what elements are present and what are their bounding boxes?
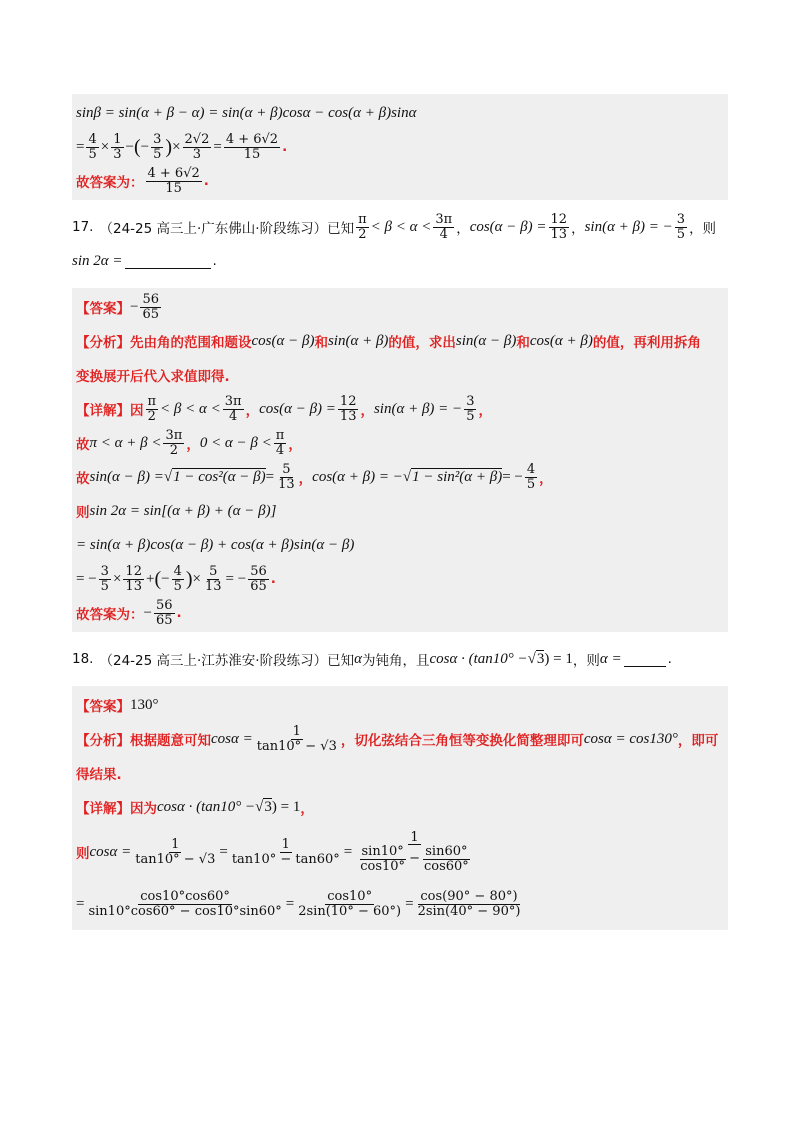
minus-sign: − — [130, 298, 139, 315]
analysis-math: cosα = cos130° — [583, 730, 678, 747]
period: . — [176, 605, 182, 621]
answer-label: 故答案为： — [76, 175, 144, 191]
comma: ， — [300, 801, 314, 817]
period: . — [270, 571, 276, 587]
detail-label: 【详解】 — [76, 801, 130, 817]
detail-18-line-2: 则 cosα = $\frac{1}{\tan 10^\circ - √3}$ = $\frac{1}{\tan 10^\circ - \tan 60^\circ}$ = 1 $\frac{\sin 10^\circ}{\cos 10^\circ}$ − $\frac{\sin 60^\circ}{\cos 60^\circ}$ — [76, 824, 724, 880]
analysis-18 — [76, 722, 724, 756]
comma: ， — [539, 471, 553, 487]
equation: sin(α − β) = — [89, 468, 164, 485]
minus-sign: − — [125, 138, 134, 155]
analysis-text: 的值，求出 — [388, 335, 456, 351]
final-17 — [76, 596, 724, 630]
fraction: $\frac{\pi}{2}$ — [147, 393, 157, 424]
because-text: 因为 — [130, 801, 157, 817]
sqrt-sign: √ — [402, 468, 412, 485]
fraction: $\frac{2√2}{3}$ — [184, 131, 210, 162]
paren-close: ) — [185, 568, 193, 590]
answer-label: 【答案】 — [76, 699, 130, 715]
analysis-text: 和 — [516, 335, 530, 351]
question-source: （24-25 高三上·广东佛山·阶段练习）已知 — [99, 221, 355, 237]
analysis-text: 和 — [314, 335, 328, 351]
condition-cos: cos(α − β) = — [469, 218, 547, 235]
fraction: $\frac{\pi}{2}$ — [358, 211, 367, 242]
fraction: $\frac{\cos(90^\circ - 80^\circ)}{2\sin(40^\circ - 90^\circ)}$ — [417, 888, 521, 919]
fraction: $\frac{56}{65}$ — [250, 563, 267, 594]
detail-17-line-3 — [76, 460, 724, 494]
analysis-text: ，即可 — [677, 733, 719, 749]
then-text: ，则 — [689, 221, 717, 237]
answer-label: 故答案为： — [76, 607, 144, 623]
fraction: $\frac{1}{\tan 10^\circ - \tan 60^\circ}$ — [231, 836, 340, 867]
fraction: $\frac{3}{5}$ — [153, 131, 162, 162]
paren-close: ) — [165, 136, 173, 158]
comma: ， — [186, 437, 200, 453]
question-number: 17. — [72, 219, 94, 235]
radicand: 3 — [264, 799, 272, 815]
ask-expression: sin 2α = — [72, 252, 123, 269]
equation: cosα = — [89, 843, 132, 860]
comma: ， — [360, 403, 374, 419]
question-17-ask — [72, 244, 728, 278]
comma: ， — [298, 471, 313, 487]
detail-18-line-1 — [76, 790, 724, 824]
answer-fraction: $\frac{56}{65}$ — [142, 291, 160, 322]
analysis-text: 得结果. — [76, 767, 122, 783]
analysis-math: cos(α − β) — [251, 332, 315, 349]
comma: ， — [288, 437, 302, 453]
sqrt-sign: √ — [163, 468, 173, 485]
analysis-17 — [76, 324, 724, 358]
minus-sign: − — [161, 570, 170, 587]
then-text: ，则 — [572, 653, 600, 669]
fraction: $\frac{3\pi}{4}$ — [224, 393, 242, 424]
sol16-line-1 — [76, 96, 724, 130]
answer-blank — [624, 652, 666, 667]
sol16-answer — [76, 164, 724, 198]
fraction: $\frac{4}{5}$ — [526, 461, 536, 492]
comma: ， — [478, 403, 492, 419]
detail-17-line-4 — [76, 494, 724, 528]
detail-17-line-1 — [76, 392, 724, 426]
analysis-math: sin(α − β) — [455, 332, 517, 349]
inequality: π < α + β < — [89, 434, 162, 451]
analysis-text: 根据题意可知 — [130, 733, 211, 749]
fraction: $\frac{12}{13}$ — [125, 563, 142, 594]
then-text: 则 — [76, 846, 90, 862]
analysis-text: 变换展开后代入求值即得. — [76, 369, 230, 385]
analysis-17-cont — [76, 358, 724, 392]
period: . — [203, 173, 209, 189]
answer-label: 【答案】 — [76, 301, 130, 317]
equation: cos(α + β) = − — [312, 468, 403, 485]
fraction: $\frac{3}{5}$ — [466, 393, 475, 424]
plus-sign: + — [145, 570, 155, 587]
analysis-math: cos(α + β) — [529, 332, 593, 349]
fraction: $\frac{12}{13}$ — [339, 393, 357, 424]
paren-open: ( — [154, 568, 162, 590]
detail-18-line-3: = $\frac{\cos 10^\circ\cos 60^\circ}{\sin 10^\circ\cos 60^\circ - \cos 10^\circ\sin 60^\circ}$ = $\frac{\cos 10^\circ}{2\sin(10^\circ - 60^\circ)}$ = $\frac{\cos(90^\circ - 80^\circ)}{2\sin(40^\circ - 90^\circ)}$ — [76, 888, 521, 919]
fraction: $\frac{12}{13}$ — [550, 211, 568, 242]
analysis-label: 【分析】 — [76, 733, 130, 749]
fraction: $\frac{4}{5}$ — [173, 563, 182, 594]
comma: ， — [571, 221, 585, 237]
analysis-18-cont — [76, 756, 724, 790]
fraction: $\frac{3}{5}$ — [100, 563, 109, 594]
times-sign: × — [112, 570, 122, 587]
analysis-math: sin(α + β) — [327, 332, 389, 349]
analysis-text: 的值，再利用拆角 — [592, 335, 701, 351]
fraction: $\frac{4 + 6√2}{15}$ — [225, 131, 279, 162]
analysis-math: cosα = — [211, 730, 253, 747]
fraction: $\frac{\sin 10^\circ}{\cos 10^\circ}$ — [360, 844, 406, 874]
alpha-symbol: α — [354, 650, 362, 667]
sqrt-sign: √ — [255, 798, 264, 815]
sqrt-sign: √ — [527, 650, 536, 667]
comma: ， — [456, 221, 470, 237]
question-18 — [72, 642, 728, 676]
eq-sign: = — [76, 138, 85, 155]
radicand: 1 − sin²(α + β) — [412, 469, 503, 485]
fraction: $\frac{3\pi}{2}$ — [165, 427, 183, 458]
condition: ) = 1 — [544, 650, 573, 667]
fraction: $\frac{\cos 10^\circ\cos 60^\circ}{\sin 10^\circ\cos 60^\circ - \cos 10^\circ\sin 60^\circ}$ — [88, 888, 282, 919]
condition-cos: cos(α − β) = — [259, 400, 336, 417]
condition-sin: sin(α + β) = − — [373, 400, 463, 417]
page — [72, 94, 728, 930]
minus-sign: − — [140, 138, 150, 155]
answer-value: 130° — [130, 696, 159, 713]
fraction: $\frac{5}{13}$ — [205, 563, 222, 594]
equation: = sin(α + β)cos(α − β) + cos(α + β)sin(α − β) — [76, 536, 355, 553]
analysis-text: 先由角的范围和题设 — [130, 335, 252, 351]
solution-16-block — [72, 94, 728, 200]
fraction: $\frac{1}{\tan 10^\circ - √3}$ — [256, 723, 337, 754]
answer-17 — [76, 290, 724, 324]
inequality: < β < α < — [370, 218, 432, 235]
fraction: $\frac{3}{5}$ — [676, 211, 686, 242]
inequality: < β < α < — [160, 400, 221, 417]
detail-17-line-5 — [76, 528, 724, 562]
question-17 — [72, 210, 728, 244]
compound-fraction: 1 $\frac{\sin 10^\circ}{\cos 10^\circ}$ − $\frac{\sin 60^\circ}{\cos 60^\circ}$ — [360, 829, 469, 874]
answer-fraction: $\frac{56}{65}$ — [155, 597, 173, 628]
fraction: $\frac{1}{3}$ — [113, 131, 122, 162]
radicand: 1 − cos²(α − β) — [173, 469, 266, 485]
condition: cosα · (tan10° − — [429, 650, 528, 667]
times-sign: × — [192, 570, 201, 587]
period: . — [212, 253, 217, 269]
fraction: $\frac{\cos 10^\circ}{2\sin(10^\circ - 60^\circ)}$ — [298, 888, 402, 919]
inequality: 0 < α − β < — [199, 434, 272, 451]
sol16-line-2 — [76, 130, 724, 164]
ask-expression: α = — [599, 650, 622, 667]
detail-17-line-2 — [76, 426, 724, 460]
paren-open: ( — [133, 136, 141, 158]
answer-blank — [125, 254, 211, 269]
condition-sin: sin(α + β) = − — [584, 218, 673, 235]
question-source: （24-25 高三上·江苏淮安·阶段练习）已知 — [99, 653, 355, 669]
period: . — [667, 651, 672, 667]
fraction: $\frac{\sin 60^\circ}{\cos 60^\circ}$ — [423, 844, 469, 874]
solution-18-block — [72, 686, 728, 930]
question-number: 18. — [72, 651, 94, 667]
eq-sign: = − — [76, 570, 97, 587]
so-text: 故 — [76, 471, 90, 487]
then-text: 则 — [76, 505, 90, 521]
sol16-formula: sinβ = sin(α + β − α) = sin(α + β)cosα − cos(α + β)sinα — [76, 104, 417, 121]
eq-sign: = — [265, 468, 275, 485]
analysis-label: 【分析】 — [76, 335, 130, 351]
eq-sign: = − — [225, 570, 247, 587]
fraction: $\frac{1}{\tan 10^\circ - √3}$ — [135, 836, 216, 867]
fraction: $\frac{\pi}{4}$ — [275, 427, 285, 458]
analysis-text: ，切化弦结合三角恒等变换化简整理即可 — [340, 733, 584, 749]
answer-fraction: $\frac{4 + 6√2}{15}$ — [147, 165, 200, 196]
solution-17-block — [72, 288, 728, 632]
comma: ， — [245, 403, 260, 419]
times-sign: × — [172, 138, 181, 155]
eq-sign: = — [213, 138, 222, 155]
radicand: 3 — [536, 651, 545, 667]
so-text: 故 — [76, 437, 90, 453]
question-text: 为钝角，且 — [361, 653, 430, 669]
times-sign: × — [100, 138, 110, 155]
detail-label: 【详解】 — [76, 403, 130, 419]
condition: cosα · (tan10° − — [157, 798, 256, 815]
equation: sin 2α = sin[(α + β) + (α − β)] — [89, 502, 277, 519]
fraction: $\frac{3\pi}{4}$ — [435, 211, 453, 242]
because-text: 因 — [130, 403, 144, 419]
minus-sign: − — [143, 604, 152, 621]
fraction: $\frac{4}{5}$ — [88, 131, 97, 162]
period: . — [282, 139, 288, 155]
eq-sign: = − — [502, 468, 523, 485]
answer-18 — [76, 688, 724, 722]
detail-17-line-6 — [76, 562, 724, 596]
condition: ) = 1 — [271, 798, 301, 815]
fraction: $\frac{5}{13}$ — [278, 461, 295, 492]
